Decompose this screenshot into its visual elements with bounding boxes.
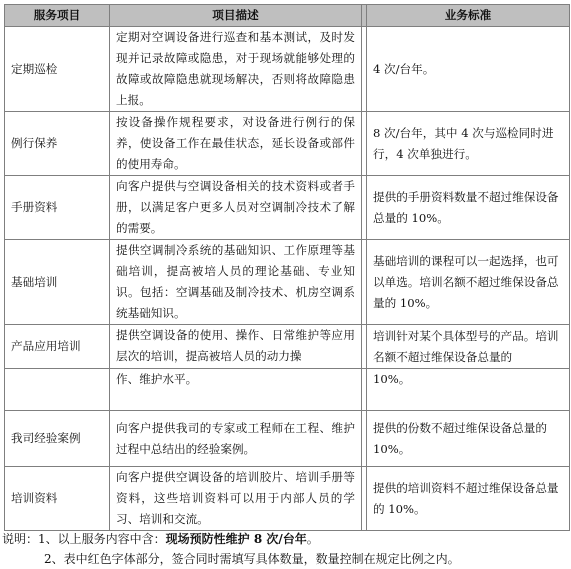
table-row [5,411,570,467]
row-description: 提供空调制冷系统的基础知识、工作原理等基础培训，提高被培人员的理论基础、专业知识。包括：空调基础及制冷技术、机房空调系统基础知识。 [110,240,362,325]
row-service-item: 例行保养 [5,112,110,176]
note-line-1 [2,529,567,549]
header-description: 项目描述 [110,5,362,27]
row-description: 定期对空调设备进行巡查和基本测试，及时发现并记录故障或隐患，对于现场就能够处理的故障或故障隐患就现场解决，否则将故障隐患上报。 [110,27,362,112]
note-line-1-bold: 现场预防性维护 8 次/台年 [165,532,307,546]
row-description: 作、维护水平。 [110,369,362,411]
row-service-item: 基础培训 [5,240,110,325]
table-row [5,176,570,240]
table-row [5,467,570,531]
note-line-2: 2、表中红色字体部分，签合同时需填写具体数量，数量控制在规定比例之内。 [44,552,460,566]
note-line-1-suffix: 。 [306,532,319,546]
row-service-item: 培训资料 [5,467,110,531]
notes-section [2,529,567,569]
note-line-1-prefix: 说明：1、以上服务内容中含： [2,532,166,546]
row-service-item: 产品应用培训 [5,325,110,369]
row-service-item: 定期巡检 [5,27,110,112]
row-description: 向客户提供我司的专家或工程师在工程、维护过程中总结出的经验案例。 [110,411,362,467]
row-standard: 4 次/台年。 [367,27,570,112]
row-standard: 10%。 [367,369,570,411]
table-row [5,369,570,411]
row-service-item: 我司经验案例 [5,411,110,467]
table-row [5,240,570,325]
header-service-item: 服务项目 [5,5,110,27]
table-row [5,325,570,369]
table-header-row [5,5,570,27]
row-description: 向客户提供与空调设备相关的技术资料或者手册，以满足客户更多人员对空调制冷技术了解的需要。 [110,176,362,240]
row-description: 向客户提供空调设备的培训胶片、培训手册等资料，这些培训资料可以用于内部人员的学习、培训和交流。 [110,467,362,531]
row-service-item [5,369,110,411]
row-standard: 基础培训的课程可以一起选择，也可以单选。培训名额不超过维保设备总量的 10%。 [367,240,570,325]
row-description: 提供空调设备的使用、操作、日常维护等应用层次的培训，提高被培人员的动力操 [110,325,362,369]
service-standards-table [4,4,570,531]
row-standard: 培训针对某个具体型号的产品。培训名额不超过维保设备总量的 [367,325,570,369]
row-standard: 提供的手册资料数量不超过维保设备总量的 10%。 [367,176,570,240]
row-standard: 8 次/台年，其中 4 次与巡检同时进行，4 次单独进行。 [367,112,570,176]
table-row [5,112,570,176]
row-standard: 提供的份数不超过维保设备总量的 10%。 [367,411,570,467]
row-service-item: 手册资料 [5,176,110,240]
table-row [5,27,570,112]
header-standard: 业务标准 [367,5,570,27]
row-standard: 提供的培训资料不超过维保设备总量的 10%。 [367,467,570,531]
row-description: 按设备操作规程要求，对设备进行例行的保养，使设备工作在最佳状态，延长设备或部件的使用寿命。 [110,112,362,176]
